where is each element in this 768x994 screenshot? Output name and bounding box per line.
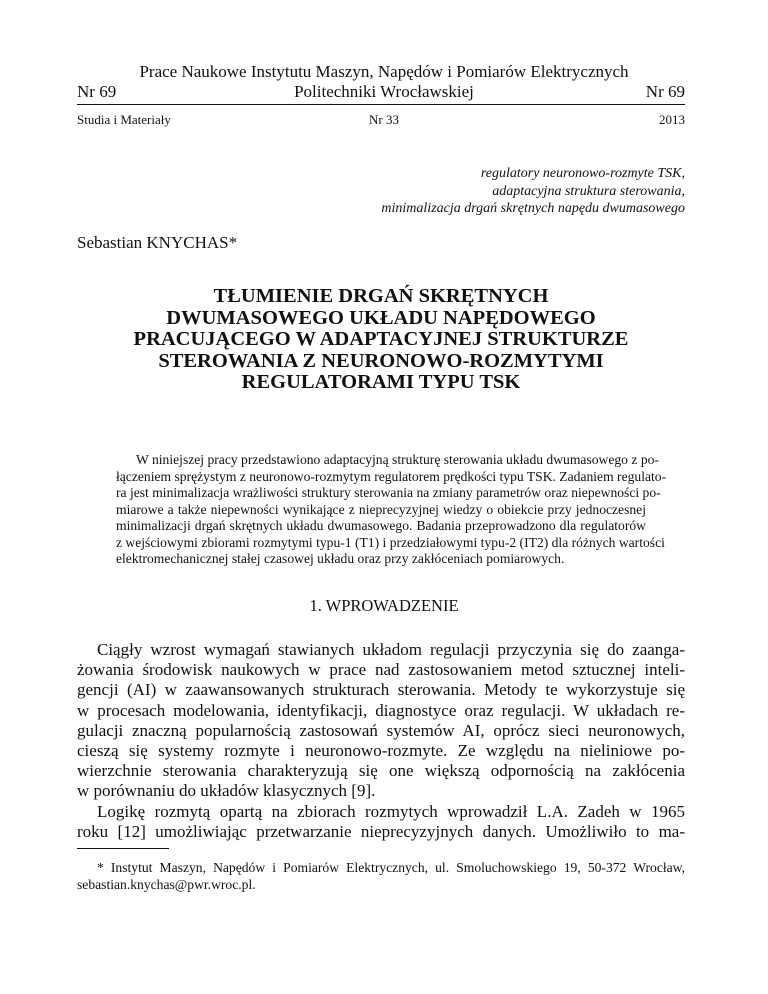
abstract-line: elektromechanicznej stałej czasowej układu oraz przy zakłóceniach pomiarowych. (116, 551, 565, 566)
journal-title-line-2: Politechniki Wrocławskiej (294, 82, 474, 101)
body-line: Ciągły wzrost wymagań stawianych układom regulacji przyczynia się do zaanga- (97, 640, 685, 659)
author-name: Sebastian KNYCHAS* (77, 233, 238, 252)
publication-year: 2013 (659, 112, 685, 127)
journal-title-line-1: Prace Naukowe Instytutu Maszyn, Napędów i Pomiarów Elektrycznych (139, 62, 629, 81)
keyword-line: minimalizacja drgań skrętnych napędu dwumasowego (381, 201, 685, 216)
issue-number-left: Nr 69 (77, 82, 117, 101)
title-line: STEROWANIA Z NEURONOWO-ROZMYTYMI (158, 349, 604, 372)
title-line: REGULATORAMI TYPU TSK (241, 371, 521, 393)
body-text (77, 640, 685, 842)
body-line: w porównaniu do układów klasycznych [9]. (77, 781, 376, 801)
keyword-line: adaptacyjna struktura sterowania, (492, 183, 685, 199)
body-line: cieszą się systemy rozmyte i neuronowo-rozmyte. Ze względu na nieliniowe po- (77, 741, 685, 761)
footnote (77, 860, 685, 893)
keyword-line: regulatory neuronowo-rozmyte TSK, (480, 166, 685, 181)
footnote-rule (77, 848, 169, 849)
abstract (116, 452, 667, 568)
footnote-email: sebastian.knychas@pwr.wroc.pl. (77, 876, 256, 892)
issue-number-right: Nr 69 (645, 82, 685, 101)
abstract-line: z wejściowymi zbiorami rozmytymi typu-1 (T1) i przedziałowymi typu-2 (IT2) dla różnych wartości (116, 534, 665, 550)
body-line: wierzchnie sterowania charakteryzują się one większą odpornością na zakłócenia (77, 761, 685, 781)
footnote-line: * Instytut Maszyn, Napędów i Pomiarów Elektrycznych, ul. Smoluchowskiego 19, 50-372 Wrocław, (97, 860, 685, 875)
abstract-line: ra jest minimalizacja wrażliwości struktury sterowania na zmiany parametrów oraz niepewności po- (116, 485, 661, 500)
series-issue: Nr 33 (369, 112, 399, 127)
header-rule (77, 104, 685, 105)
title-line: DWUMASOWEGO UKŁADU NAPĘDOWEGO (166, 306, 596, 329)
abstract-line: miarowe a także niepewności wynikające z nieprecyzyjnej wiedzy o obiekcie przy jednoczesnej (116, 501, 646, 517)
series-name: Studia i Materiały (77, 112, 171, 127)
body-line: roku [12] umożliwiając przetwarzanie nieprecyzyjnych danych. Umożliwiło to ma- (77, 821, 685, 841)
abstract-line: W niniejszej pracy przedstawiono adaptacyjną strukturę sterowania układu dwumasowego z po- (136, 452, 659, 467)
body-line: żowania środowisk naukowych w prace nad zastosowaniem metod sztucznej inteli- (77, 660, 685, 680)
body-line: gencji (AI) w zaawansowanych strukturach sterowania. Metody te wykorzystuje się (77, 680, 685, 700)
body-line: Logikę rozmytą opartą na zbiorach rozmytych wprowadził L.A. Zadeh w 1965 (97, 801, 685, 821)
body-line: gulacji znaczną popularnością zastosowań systemów AI, oprócz sieci neuronowych, (77, 720, 685, 740)
abstract-line: minimalizacji drgań skrętnych układu dwumasowego. Badania przeprowadzono dla regulatorów (116, 518, 646, 533)
paper-title (77, 286, 685, 394)
title-line: TŁUMIENIE DRGAŃ SKRĘTNYCH (213, 285, 549, 307)
keywords (381, 165, 685, 218)
abstract-line: łączeniem sprężystym z neuronowo-rozmytym regulatorem prędkości typu TSK. Zadaniem regulato- (116, 468, 667, 484)
body-line: w procesach modelowania, identyfikacji, diagnostyce oraz regulacji. W układach re- (77, 700, 685, 720)
title-line: PRACUJĄCEGO W ADAPTACYJNEJ STRUKTURZE (133, 328, 629, 350)
section-heading: 1. WPROWADZENIE (309, 596, 459, 615)
